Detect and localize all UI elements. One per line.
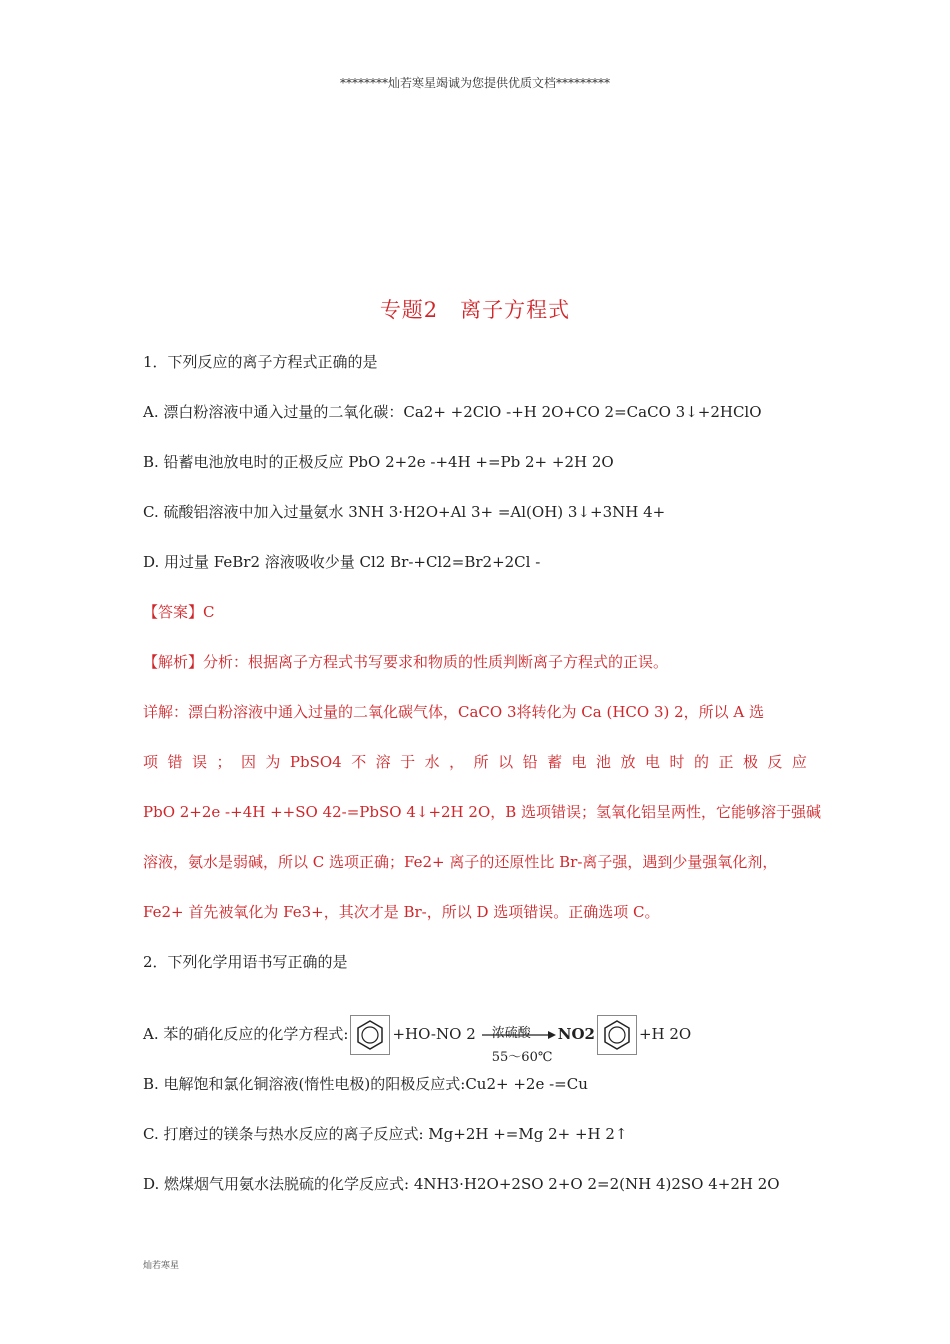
detail-word: 蓄 [547, 753, 563, 771]
reaction-temperature: 55～60℃ [491, 1050, 553, 1065]
q1-answer: 【答案】C [143, 603, 215, 621]
detail-word: ， [449, 753, 465, 771]
detail-word: 时 [669, 753, 685, 771]
detail-word: 应 [791, 753, 807, 771]
detail-word: 误 [191, 753, 207, 771]
q2-a-reactant: +HO-NO 2 [392, 1025, 476, 1043]
q2-option-c: C. 打磨过的镁条与热水反应的离子反应式: Mg+2H +=Mg 2+ +H 2↑ [143, 1125, 628, 1143]
detail-word: 的 [693, 753, 709, 771]
benzene-ring-icon [350, 1015, 390, 1055]
detail-word: 铅 [522, 753, 538, 771]
q1-detail-line-2 [143, 752, 807, 772]
q2-stem: 2．下列化学用语书写正确的是 [143, 953, 348, 971]
q1-detail-line-1: 详解：漂白粉溶液中通入过量的二氧化碳气体，CaCO 3将转化为 Ca (HCO 3) 2，所以 A 选 [143, 703, 765, 721]
detail-word: 项 [143, 753, 159, 771]
q1-stem: 1．下列反应的离子方程式正确的是 [143, 353, 378, 371]
page-footer: 灿若寒星 [143, 1261, 180, 1271]
nitro-group-label: NO2 [557, 1025, 595, 1043]
detail-word: 所 [473, 753, 489, 771]
q1-analysis: 【解析】分析：根据离子方程式书写要求和物质的性质判断离子方程式的正误。 [143, 653, 669, 671]
page-title: 专题2 离子方程式 [379, 298, 571, 322]
detail-word: 极 [742, 753, 758, 771]
detail-word: 电 [571, 753, 587, 771]
q1-option-c: C. 硫酸铝溶液中加入过量氨水 3NH 3·H2O+Al 3+ =Al(OH) 3↓+3NH 4+ [143, 503, 666, 521]
q1-option-b: B. 铅蓄电池放电时的正极反应 PbO 2+2e -+4H +=Pb 2+ +2H 2O [143, 453, 614, 471]
detail-word: 放 [620, 753, 636, 771]
q2-option-a [143, 1013, 692, 1065]
detail-word: 正 [718, 753, 734, 771]
detail-word: 反 [767, 753, 783, 771]
detail-word: 为 [265, 753, 281, 771]
detail-word: 水 [424, 753, 440, 771]
detail-word: 池 [596, 753, 612, 771]
detail-word: 溶 [375, 753, 391, 771]
detail-word: 因 [240, 753, 256, 771]
page-header: ********灿若寒星竭诚为您提供优质文档********* [339, 76, 610, 90]
detail-word: ； [216, 753, 232, 771]
q2-option-d: D. 燃煤烟气用氨水法脱硫的化学反应式: 4NH3·H2O+2SO 2+O 2=2(NH 4)2SO 4+2H 2O [143, 1175, 780, 1193]
q1-detail-line-4: 溶液，氨水是弱碱，所以 C 选项正确；Fe2+ 离子的还原性比 Br-离子强，遇到少量强氧化剂， [143, 853, 778, 871]
detail-word: 以 [498, 753, 514, 771]
q1-option-a: A. 漂白粉溶液中通入过量的二氧化碳：Ca2+ +2ClO -+H 2O+CO 2=CaCO 3↓+2HClO [143, 403, 762, 421]
detail-word: PbSO4 [289, 753, 342, 771]
detail-word: 电 [645, 753, 661, 771]
reaction-arrow-icon [478, 1015, 556, 1065]
detail-word: 于 [400, 753, 416, 771]
reaction-catalyst: 浓硫酸 [491, 1026, 531, 1041]
detail-word: 错 [167, 753, 183, 771]
q2-a-prefix: A. 苯的硝化反应的化学方程式: [143, 1025, 349, 1043]
q1-detail-line-5: Fe2+ 首先被氧化为 Fe3+，其次才是 Br-，所以 D 选项错误。正确选项 C。 [143, 903, 660, 921]
q2-option-b: B. 电解饱和氯化铜溶液(惰性电极)的阳极反应式:Cu2+ +2e -=Cu [143, 1075, 588, 1093]
q1-option-d: D. 用过量 FeBr2 溶液吸收少量 Cl2 Br-+Cl2=Br2+2Cl - [143, 553, 541, 571]
detail-word: 不 [351, 753, 367, 771]
nitrobenzene-ring-icon [597, 1015, 637, 1055]
q1-detail-line-3: PbO 2+2e -+4H ++SO 42-=PbSO 4↓+2H 2O，B 选项错误；氢氧化铝呈两性，它能够溶于强碱 [143, 803, 822, 821]
q2-a-suffix: +H 2O [638, 1025, 692, 1043]
